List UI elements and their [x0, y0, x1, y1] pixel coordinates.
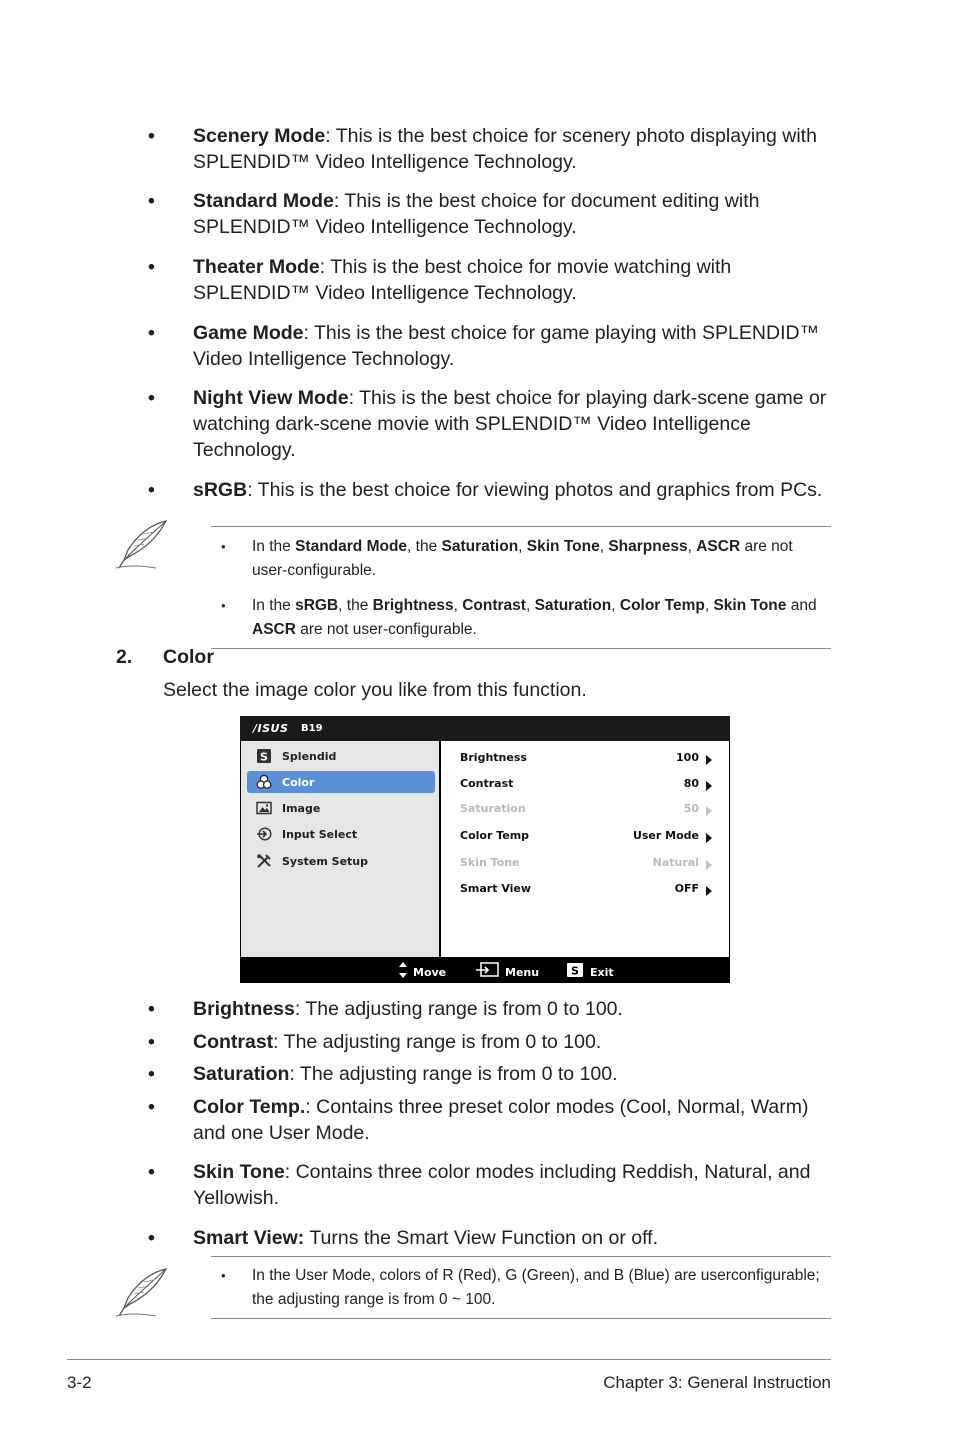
- enter-menu-icon: [476, 962, 500, 978]
- bullet: •: [148, 1161, 155, 1183]
- param-label: Skin Tone: [460, 856, 520, 869]
- note-text: ,: [453, 597, 463, 614]
- bullet: •: [148, 479, 155, 501]
- mode-desc: : This is the best choice for movie watching with SPLENDID™ Video Intelligence Technology.: [193, 256, 732, 304]
- param-brightness[interactable]: [441, 748, 729, 768]
- mode-desc: : This is the best choice for playing dark-scene game or watching dark-scene movie with SPLENDID™ Video Intelligence Technology.: [193, 387, 827, 461]
- param-label: Smart View: [460, 882, 532, 895]
- menu-item-splendid[interactable]: [247, 745, 435, 767]
- menu-item-image[interactable]: [247, 797, 435, 819]
- note-text: and: [786, 597, 817, 614]
- note-term: Sharpness: [608, 538, 688, 555]
- note-bullet: •: [221, 598, 226, 613]
- param-value: 80: [683, 777, 699, 790]
- palette-icon: [256, 774, 272, 790]
- menu-item-label: System Setup: [282, 855, 368, 868]
- note-term: Color Temp: [619, 597, 705, 614]
- param-label: Saturation: [460, 802, 526, 815]
- mode-desc: : This is the best choice for document editing with SPLENDID™ Video Intelligence Technology.: [193, 190, 760, 238]
- item-term: Color Temp.: [193, 1096, 306, 1118]
- hint-label: Move: [413, 966, 447, 979]
- param-value: 50: [683, 802, 699, 815]
- section-number: 2.: [116, 646, 133, 668]
- bullet: •: [148, 1096, 155, 1118]
- note-term: Saturation: [534, 597, 612, 614]
- arrow-right-icon: [706, 755, 712, 765]
- hint-label: Menu: [505, 966, 540, 979]
- param-label: Contrast: [460, 777, 514, 790]
- section-title: Color: [163, 646, 214, 668]
- mode-term: Standard Mode: [193, 190, 334, 212]
- hint-menu: [476, 957, 546, 983]
- note-text: In the: [252, 538, 296, 555]
- tools-icon: [256, 853, 272, 869]
- item-desc: Turns the Smart View Function on or off.: [304, 1227, 658, 1249]
- osd-hint-bar: [240, 957, 730, 983]
- bullet: •: [148, 1063, 155, 1085]
- note-top-rule: [211, 526, 831, 527]
- osd-menu-screenshot: [240, 716, 730, 983]
- note-bullet: •: [221, 539, 226, 554]
- note-text: are not user-configurable.: [295, 620, 477, 638]
- note-text: , the: [338, 597, 373, 614]
- menu-item-system-setup[interactable]: [247, 850, 435, 872]
- feather-pen-icon: [114, 518, 170, 572]
- note-bottom-rule: [211, 648, 831, 649]
- note-text: ,: [611, 597, 620, 614]
- feather-pen-icon: [114, 1266, 170, 1320]
- menu-item-label: Color: [282, 776, 315, 789]
- note-text: ,: [525, 597, 535, 614]
- input-arrow-icon: [256, 826, 272, 842]
- note-bottom-rule: [211, 1318, 831, 1319]
- up-down-arrow-icon: [398, 961, 408, 979]
- note-term: Contrast: [462, 597, 526, 614]
- note-term: Brightness: [372, 597, 454, 614]
- item-term: Brightness: [193, 998, 295, 1020]
- hint-move: [398, 957, 458, 983]
- hint-label: Exit: [590, 966, 614, 979]
- note-text: ,: [687, 538, 697, 555]
- arrow-right-icon: [706, 806, 712, 816]
- note-text: ,: [599, 538, 609, 555]
- item-desc: : The adjusting range is from 0 to 100.: [273, 1031, 602, 1053]
- param-value: OFF: [674, 882, 699, 895]
- note-term: Saturation: [441, 538, 519, 555]
- bullet: •: [148, 190, 155, 212]
- note-text: are not user-configurable.: [252, 538, 793, 579]
- note-term: ASCR: [252, 620, 296, 638]
- param-smart-view[interactable]: [441, 879, 729, 899]
- arrow-right-icon: [706, 781, 712, 791]
- osd-main-menu: [241, 741, 439, 957]
- note-term: Standard Mode: [295, 538, 408, 555]
- bullet: •: [148, 322, 155, 344]
- section-description: Select the image color you like from this function.: [163, 679, 587, 701]
- asus-logo: /ISUS: [253, 722, 289, 735]
- mode-desc: : This is the best choice for scenery photo displaying with SPLENDID™ Video Intelligence Technology.: [193, 125, 817, 173]
- mode-term: Theater Mode: [193, 256, 320, 278]
- arrow-right-icon: [706, 886, 712, 896]
- osd-color-submenu: [441, 741, 729, 957]
- bullet: •: [148, 998, 155, 1020]
- menu-item-label: Input Select: [282, 828, 358, 841]
- s-box-icon: [566, 962, 584, 978]
- mode-term: Game Mode: [193, 322, 304, 344]
- model-name: B19: [301, 723, 323, 734]
- note-term: sRGB: [295, 597, 339, 614]
- note-term: ASCR: [696, 538, 741, 555]
- bullet: •: [148, 1227, 155, 1249]
- note-term: Skin Tone: [713, 597, 787, 614]
- param-value: 100: [676, 751, 699, 764]
- menu-item-label: Image: [282, 802, 321, 815]
- mode-term: Night View Mode: [193, 387, 349, 409]
- note-bullet: •: [221, 1268, 226, 1283]
- note-term: Skin Tone: [526, 538, 600, 555]
- param-contrast[interactable]: [441, 774, 729, 794]
- arrow-right-icon: [706, 860, 712, 870]
- picture-icon: [256, 800, 272, 816]
- footer-rule: [67, 1359, 831, 1360]
- bullet: •: [148, 125, 155, 147]
- item-term: Saturation: [193, 1063, 290, 1085]
- param-value: Natural: [652, 856, 699, 869]
- item-term: Skin Tone: [193, 1161, 285, 1183]
- item-desc: : The adjusting range is from 0 to 100.: [289, 1063, 618, 1085]
- bullet: •: [148, 256, 155, 278]
- param-label: Brightness: [460, 751, 527, 764]
- mode-term: Scenery Mode: [193, 125, 326, 147]
- s-key-glyph: S: [260, 750, 268, 764]
- s-box-icon: [256, 748, 272, 764]
- item-term: Contrast: [193, 1031, 274, 1053]
- menu-item-input-select[interactable]: [247, 823, 435, 845]
- mode-term: sRGB: [193, 479, 248, 501]
- param-color-temp[interactable]: [441, 826, 729, 846]
- item-term: Smart View:: [193, 1227, 305, 1249]
- note-text: ,: [518, 538, 527, 555]
- item-desc: : Contains three color modes including Reddish, Natural, and Yellowish.: [193, 1161, 811, 1209]
- param-skin-tone: [441, 853, 729, 873]
- arrow-right-icon: [706, 833, 712, 843]
- bullet: •: [148, 1031, 155, 1053]
- param-label: Color Temp: [460, 829, 530, 842]
- item-desc: : Contains three preset color modes (Cool, Normal, Warm) and one User Mode.: [193, 1096, 809, 1144]
- menu-item-color[interactable]: [247, 771, 435, 793]
- osd-header: [240, 716, 730, 741]
- mode-desc: : This is the best choice for viewing photos and graphics from PCs.: [247, 479, 823, 501]
- note-text: ,: [704, 597, 714, 614]
- note-top-rule: [211, 1256, 831, 1257]
- note-text: In the: [252, 597, 296, 614]
- hint-exit: [566, 957, 626, 983]
- note-text: In the User Mode, colors of R (Red), G (Green), and B (Blue) are userconfigurable; the adjusting range is from 0 ~ 100.: [252, 1267, 820, 1308]
- menu-item-label: Splendid: [282, 750, 337, 763]
- chapter-title: Chapter 3: General Instruction: [603, 1373, 831, 1392]
- item-desc: : The adjusting range is from 0 to 100.: [294, 998, 623, 1020]
- mode-desc: : This is the best choice for game playing with SPLENDID™ Video Intelligence Technology.: [193, 322, 820, 370]
- param-value: User Mode: [632, 829, 699, 842]
- page-number: 3-2: [67, 1373, 92, 1392]
- bullet: •: [148, 387, 155, 409]
- param-saturation: [441, 799, 729, 819]
- exit-key-glyph: S: [571, 964, 579, 978]
- note-text: , the: [407, 538, 442, 555]
